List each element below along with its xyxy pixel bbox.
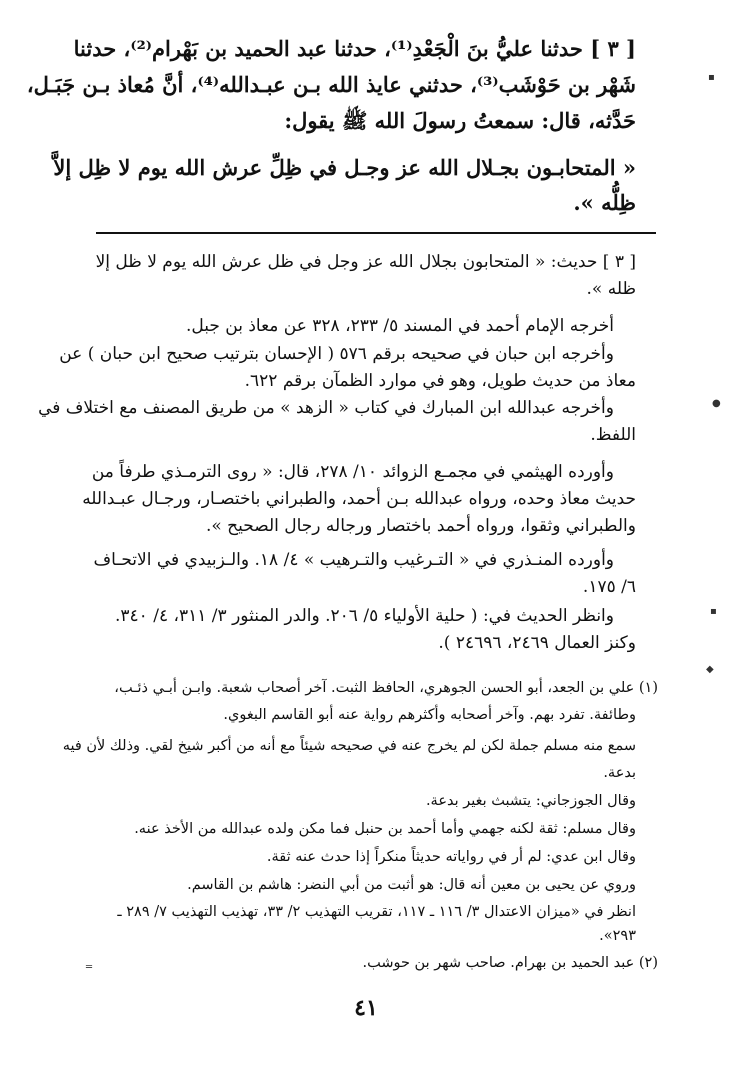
hadith-line: « المتحابـون بجـلال الله عز وجـل في ظِلِّ عرش الله يوم لا ظِل إلاَّ <box>53 155 636 180</box>
takhrij-line: وأخرجه ابن حبان في صحيحه برقم ٥٧٦ ( الإحسان بترتيب صحيح ابن حبان ) عن <box>59 344 614 364</box>
footnote-line: وقال الجوزجاني: يتشبث بغير بدعة. <box>425 793 636 809</box>
margin-mark: ● <box>712 398 721 409</box>
hadith-line: شَهْر بن حَوْشَب⁽³⁾، حدثني عايذ الله بـن عبـدالله⁽⁴⁾، أنَّ مُعاذ بـن جَبَـل، <box>26 72 636 97</box>
takhrij-line: أخرجه الإمام أحمد في المسند ٥/ ٢٣٣، ٣٢٨ عن معاذ بن جبل. <box>185 316 614 336</box>
takhrij-line: ظله ». <box>586 279 636 299</box>
takhrij-line: وانظر الحديث في: ( حلية الأولياء ٥/ ٢٠٦. والدر المنثور ٣/ ٣١١، ٤/ ٣٤٠. <box>115 606 614 626</box>
footnote-line: بدعة. <box>603 765 636 781</box>
footnote-line: ٢٩٣». <box>599 928 636 944</box>
hadith-line: ظِلُّه ». <box>573 190 636 215</box>
takhrij-line: حديث معاذ وحده، ورواه عبدالله بـن أحمد، والطبراني باختصـار، ورجـال عبـدالله <box>82 489 636 509</box>
footnote-line: وطائفة. تفرد بهم. وآخر أصحابه وأكثرهم رواية عنه أبو القاسم البغوي. <box>223 707 636 723</box>
takhrij-line: [ ٣ ] حديث: « المتحابون بجلال الله عز وجل في ظل عرش الله يوم لا ظل إلا <box>95 252 636 272</box>
takhrij-line: معاذ من حديث طويل، وهو في موارد الظمآن برقم ٦٢٢. <box>244 371 636 391</box>
footnote-divider <box>96 232 656 234</box>
takhrij-line: والطبراني وثقوا، ورواه أحمد باختصار ورجاله رجال الصحيح ». <box>205 516 636 536</box>
takhrij-line: وأخرجه عبدالله ابن المبارك في كتاب « الزهد » من طريق المصنف مع اختلاف في <box>38 398 614 418</box>
hadith-line: حَدَّثه، قال: سمعتُ رسولَ الله ﷺ يقول: <box>284 108 636 133</box>
takhrij-line: وأورده المنـذري في « التـرغيب والتـرهيب » ٤/ ١٨. والـزبيدي في الاتحـاف <box>93 550 614 570</box>
margin-mark: ═ <box>86 962 93 973</box>
footnote-line: سمع منه مسلم جملة لكن لم يخرج عنه في صحيحه شيئاً مع أنه من أكبر شيخ لقي. وذلك لأن فيه <box>62 738 636 754</box>
footnote-line: وقال ابن عدي: لم أر في رواياته حديثاً منكراً إذا حدث عنه ثقة. <box>266 849 636 865</box>
footnote-line: وروي عن يحيى بن معين أنه قال: هو أثبت من أبي النضر: هاشم بن القاسم. <box>187 877 636 893</box>
footnote-line: (١) علي بن الجعد، أبو الحسن الجوهري، الحافظ الثبت. آخر أصحاب شعبة. وابـن أبـي ذئـب، <box>114 680 658 696</box>
takhrij-line: اللفظ. <box>590 425 636 445</box>
margin-mark: ◆ <box>706 664 714 675</box>
hadith-line: [ ٣ ] حدثنا عليُّ بنَ الْجَعْدِ⁽¹⁾، حدثنا عبد الحميد بن بَهْرام⁽²⁾، حدثنا <box>73 36 636 61</box>
takhrij-line: وأورده الهيثمي في مجمـع الزوائد ١٠/ ٢٧٨، قال: « روى الترمـذي طرفاً من <box>91 462 614 482</box>
footnote-line: (٢) عبد الحميد بن بهرام. صاحب شهر بن حوشب. <box>362 955 658 971</box>
takhrij-line: وكنز العمال ٢٤٦٩، ٢٤٦٩٦ ). <box>438 633 636 653</box>
footnote-line: وقال مسلم: ثقة لكنه جهمي وأما أحمد بن حنبل فما مكن ولده عبدالله من الأخذ عنه. <box>134 821 636 837</box>
margin-mark: ▪ <box>708 72 715 83</box>
takhrij-line: ٦/ ١٧٥. <box>582 577 636 597</box>
margin-mark: ▪ <box>710 606 717 617</box>
page-number: ٤١ <box>354 995 378 1021</box>
footnote-line: انظر في «ميزان الاعتدال ٣/ ١١٦ ـ ١١٧، تقريب التهذيب ٢/ ٣٣، تهذيب التهذيب ٧/ ٢٨٩ ـ <box>117 904 636 920</box>
